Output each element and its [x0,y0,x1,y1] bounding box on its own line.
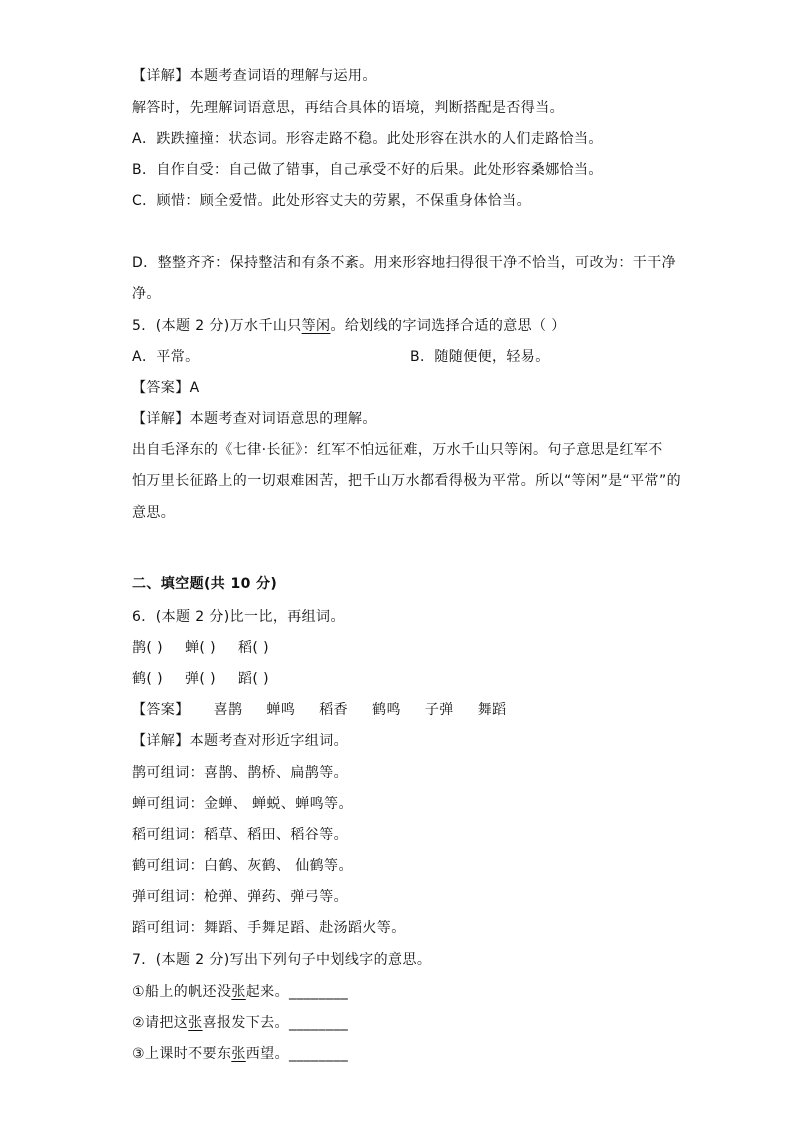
q7-s3-underlined: 张 [231,1046,246,1062]
analysis-text: 本题考查对形近字组词。 [189,733,349,749]
analysis-tag: 【详解】 [132,733,190,749]
q5-stem-suffix: 。给划线的字词选择合适的意思（ ） [330,318,566,334]
q5-analysis [132,409,692,429]
q6-blank: 鹊( ) [132,640,163,656]
option-b-explain: B．自作自受：自己做了错事，自己承受不好的后果。此处形容桑娜恰当。 [132,162,603,178]
q6-answer-word: 子弹 [424,702,454,718]
q5-answer [132,378,692,398]
method-text: 解答时，先理解词语意思，再结合具体的语境，判断搭配是否得当。 [132,100,564,116]
q6-answer-word: 喜鹊 [213,702,243,718]
q7-s2-underlined: 张 [188,1015,203,1031]
q6-word-line: 蹈可组词：舞蹈、手舞足蹈、赴汤蹈火等。 [132,920,406,936]
analysis-text: 本题考查词语的理解与运用。 [189,68,377,84]
q6-blank: 稻( ) [237,640,269,656]
analysis-tag: 【详解】 [132,68,190,84]
q6-word-line: 稻可组词：稻草、稻田、稻谷等。 [132,827,348,843]
q7-s1-underlined: 张 [231,984,246,1000]
section-2-title: 二、填空题(共 10 分) [132,576,278,592]
q7-s1-suffix: 起来。________ [245,984,349,1000]
q7-sentence-3 [132,1044,692,1064]
q6-word-line: 弹可组词：枪弹、弹药、弹弓等。 [132,889,348,905]
q6-answer-word: 蝉鸣 [266,702,296,718]
question-6-stem: 6．(本题 2 分)比一比，再组词。 [132,609,345,625]
q5-explain-line2: 怕万里长征路上的一切艰难困苦，把千山万水都看得极为平常。所以“等闲”是“平常”的 [132,473,682,489]
option-d-explain-line2: 净。 [132,286,161,302]
q7-sentence-2 [132,1013,692,1033]
q7-s2-prefix: ②请把这 [132,1015,189,1031]
answer-tag: 【答案】 [132,380,190,396]
q6-blank: 蹈( ) [237,671,269,687]
q6-word-line: 鹤可组词：白鹤、灰鹤、 仙鹤等。 [132,858,353,874]
q5-explain-line1: 出自毛泽东的《七律·长征》：红军不怕远征难，万水千山只等闲。句子意思是红军不 [132,442,663,458]
q6-answer-word: 鹤鸣 [372,702,401,718]
q5-underlined-word: 等闲 [301,318,331,334]
option-d-explain-line1: D．整整齐齐：保持整洁和有条不紊。用来形容地扫得很干净不恰当，可改为：干干净 [132,255,676,271]
q7-s1-prefix: ①船上的帆还没 [132,984,232,1000]
q5-explain-line3: 意思。 [132,505,176,521]
q7-s3-prefix: ③上课时不要东 [132,1046,232,1062]
answer-tag: 【答案】 [132,702,190,718]
q5-option-b: B．随随便便，轻易。 [410,349,550,365]
q6-blank: 鹤( ) [132,671,163,687]
q7-sentence-1 [132,982,692,1002]
q6-blank: 蝉( ) [184,640,216,656]
q6-answer-word: 舞蹈 [477,702,507,718]
q7-s3-suffix: 西望。________ [245,1046,349,1062]
option-c-explain: C．顾惜：顾全爱惜。此处形容丈夫的劳累，不保重身体恰当。 [132,193,531,209]
option-a-explain: A．跌跌撞撞：状态词。形容走路不稳。此处形容在洪水的人们走路恰当。 [132,131,603,147]
q6-word-line: 鹊可组词：喜鹊、鹊桥、扁鹊等。 [132,765,348,781]
q6-answer-word: 稻香 [319,702,349,718]
q6-answer [132,700,692,720]
q6-word-line: 蝉可组词：金蝉、 蝉蜕、蝉鸣等。 [132,796,353,812]
analysis-text: 本题考查对词语意思的理解。 [189,411,377,427]
q7-s2-suffix: 喜报发下去。________ [202,1015,349,1031]
q6-row-1 [132,638,692,658]
q6-analysis [132,731,692,751]
q5-answer-value: A [189,380,200,396]
question-5-options [132,347,692,367]
q5-option-a: A．平常。 [132,349,200,365]
analysis-intro [132,66,692,86]
q6-row-2 [132,669,692,689]
q6-blank: 弹( ) [184,671,216,687]
analysis-tag: 【详解】 [132,411,190,427]
question-7-stem: 7．(本题 2 分)写出下列句子中划线字的意思。 [132,952,432,968]
question-5-stem [132,316,692,336]
q5-stem-prefix: 5．(本题 2 分)万水千山只 [132,318,302,334]
